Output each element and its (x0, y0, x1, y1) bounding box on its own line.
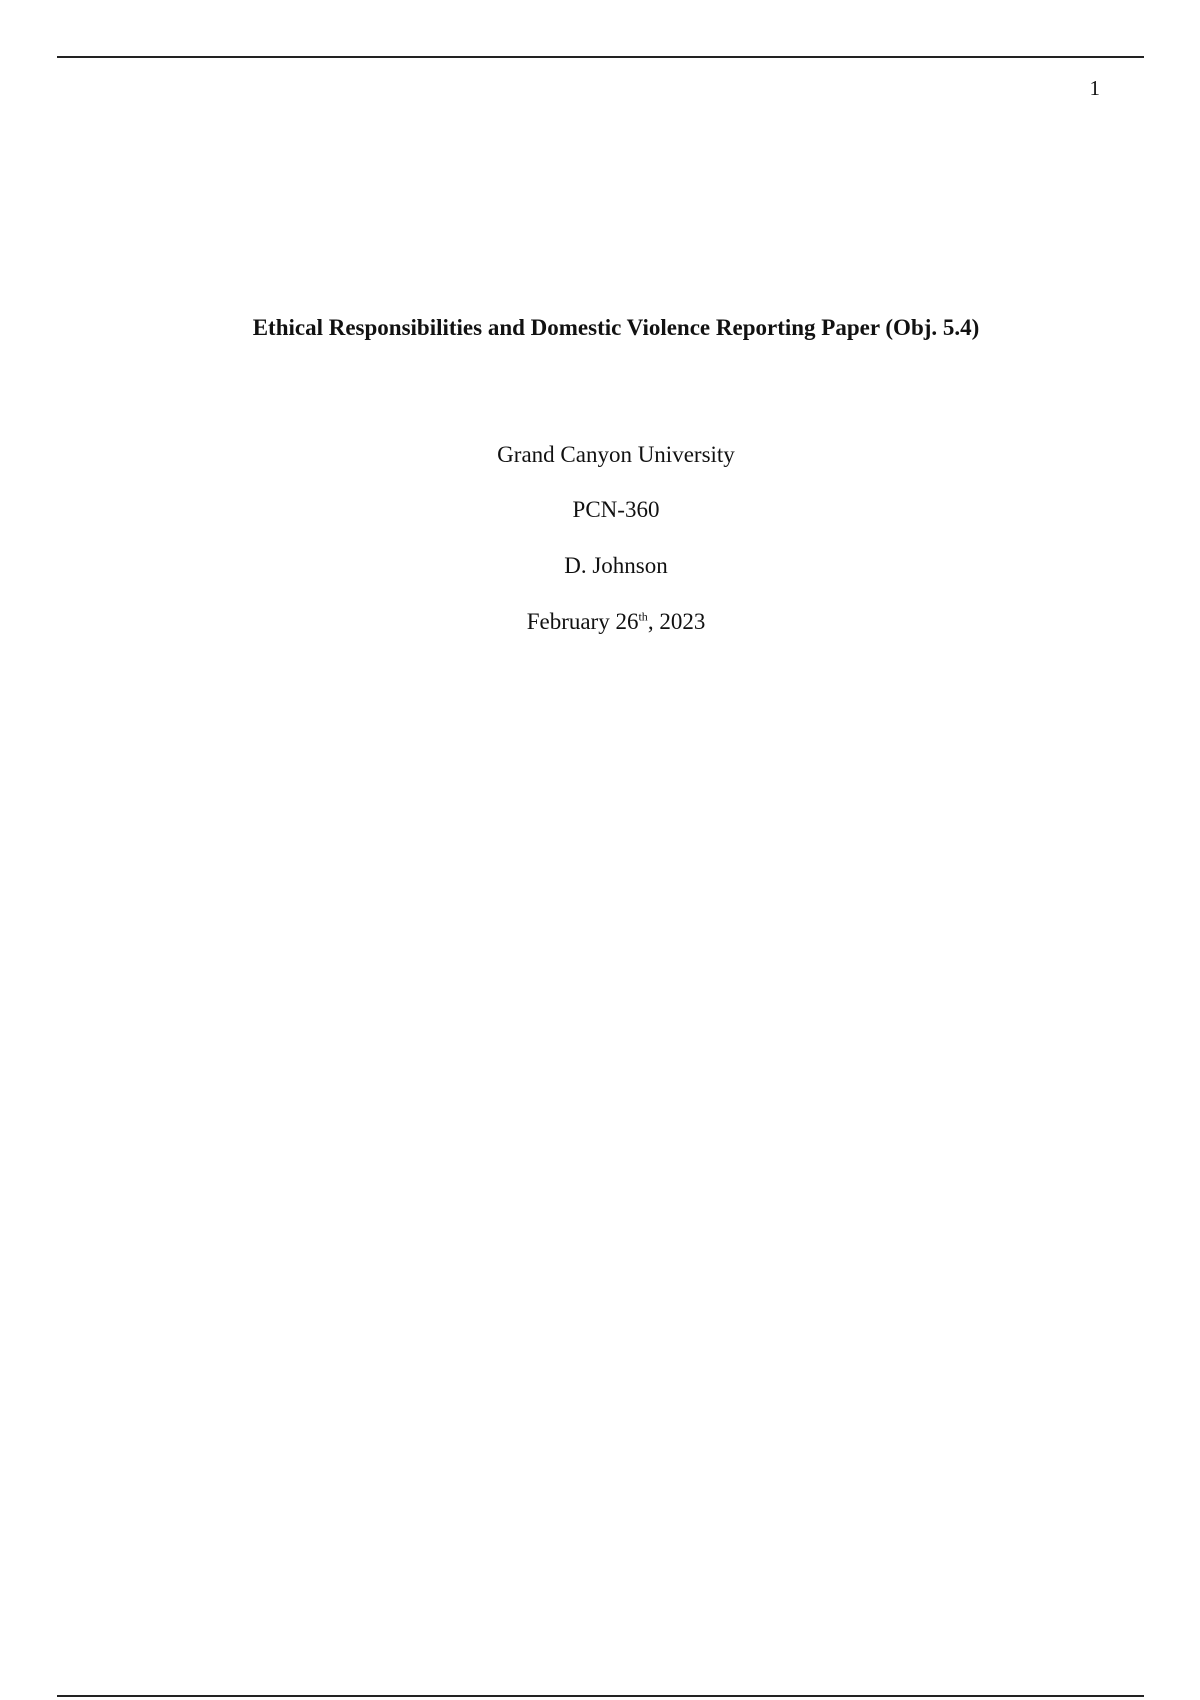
date-ordinal-suffix: th (638, 609, 648, 624)
submission-date (0, 607, 1200, 637)
page-number: 1 (1089, 76, 1100, 100)
author-name: D. Johnson (564, 553, 668, 578)
header-rule (57, 56, 1144, 58)
date-month-day: February 26 (526, 609, 639, 634)
university-name: Grand Canyon University (497, 442, 735, 467)
course-code: PCN-360 (572, 497, 660, 522)
paper-title: Ethical Responsibilities and Domestic Violence Reporting Paper (Obj. 5.4) (252, 315, 980, 340)
footer-rule (57, 1695, 1144, 1697)
date-year: , 2023 (647, 609, 706, 634)
